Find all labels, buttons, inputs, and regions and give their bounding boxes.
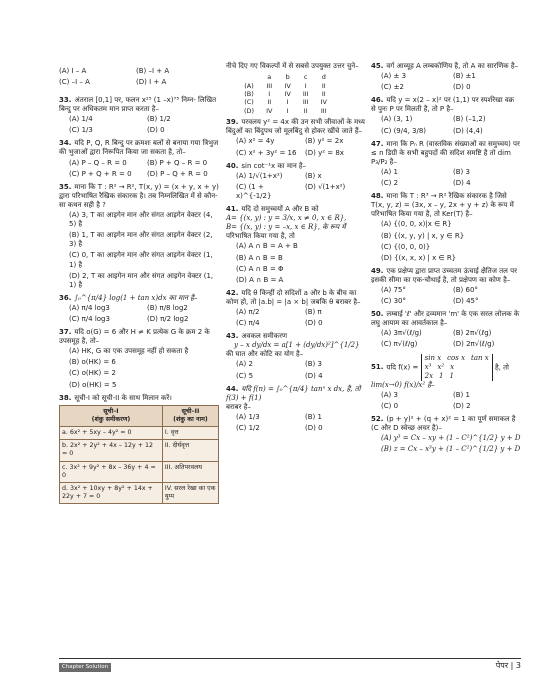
- answer-codes: a b c d (A) III IV I II (B) I IV III II (C) II I III IV (D) IV I II III: [244, 73, 327, 115]
- option: (B) –I + A: [136, 67, 170, 75]
- question-52: 52. (p + y)² + (q + x)² = 1 का पूर्ण समाकल है (C और D स्वेच्छ अचर है)– (A) y³ = Cx – xy + (1 – C²)^{1/2} y + D (B) z = Cx – x³y + (1 – C²)^{1/2} y + D: [371, 415, 521, 454]
- question-37: 37. यदि o(G) = 6 और H ≠ K प्रत्येक G के क्रम 2 के उपसमूह है, तो– (A) HK, G का एक उपसमूह नहीं हो सकता है (B) o(HK) = 6 (C) o(HK) = 2 (D) o(HK) = 5: [59, 328, 210, 389]
- question-35: 35. माना कि T : R² → R², T(x, y) = (x + y, x + y) द्वारा परिभाषित रैखिक संकारक है। तब निम्नलिखित में से कौन-सा कथन सही है ? (A) 3, T का आइगेन मान और संगत आइगेन वेक्टर (4, 5) है (B) 1, T का आइगेन मान और संगत आइगेन वेक्टर (2, 3) है (C) 0, T का आइगेन मान और संगत आइगेन वेक्टर (1, 1) है (D) 2, T का आइगेन मान और संगत आइगेन वेक्टर (1, 1) है: [59, 182, 219, 289]
- question-45: 45. वर्ग आव्यूह A लम्बकोणिय है, तो A का सारणिक है– (A) ± 3 (B) ±1 (C) ±2 (D) 0: [371, 62, 519, 92]
- match-table: सूची–I (शंकु समीकरण) सूची–II (शंकु का नाम) a. 6x² + 5xy – 4y² = 0 I. वृत्त b. 2x² + 2y² + 4x – 12y + 12 = 0 II. दीर्घवृत्त c. 3x² + 9y² + 8x – 36y + 4 = 0 III. अतिपरवलय d. 3x² + 10xy + 8y² + 14x + 22y + 7 = 0 IV. सरल रेखा का एक युग्म: [59, 405, 219, 505]
- question-51: 51. यदि f(x) = sin x cos x tan x x³ x² x 2x 1 1 है, तो lim(x→0) f(x)/x² है– (A) 3 (B) 1 (C) 0 (D) 2: [371, 353, 509, 410]
- question-44: 44. यदि f(n) = ∫₀^{π/4} tanⁿ x dx, है, तो f(3) + f(1) बराबर है– (A) 1/3 (B) 1 (C) 1/2 (D) 0: [226, 384, 361, 432]
- column-2: [226, 62, 370, 660]
- question-43: 43. अवकल समीकरण y – x dy/dx = a[1 + (dy/dx)²]^{1/2} की घात और कोटि का योग है– (A) 2 (B) 3 (C) 5 (D) 4: [226, 332, 360, 380]
- question-39: 39. परवलय y² = 4x की उन सभी जीवाओं के मध्य बिंदुओं का बिंदुपथ जो मूलबिंदु से होकर खींचे जाते हैं– (A) x² = 4y (B) y² = 2x (C) x² + 3y² = 16 (D) y² = 8x: [226, 118, 365, 157]
- question-42: 42. यदि θ किन्हीं दो सदिशों a और b के बीच का कोण हो, तो |a.b| = |a × b| जबकि θ बराबर है– (A) π/2 (B) π (C) π/4 (D) 0: [226, 288, 361, 328]
- page-number: पेपर | 3: [495, 661, 521, 670]
- determinant: sin x cos x tan x x³ x² x 2x 1 1: [421, 354, 493, 381]
- question-36: 36. ∫₀^{π/4} log(1 + tan x)dx का मान है– (A) π/4 log3 (B) π/8 log2 (C) π/4 log3 (D) π/2 log2: [59, 293, 198, 323]
- question-34: 34. यदि P, Q, R बिन्दु पर क्रमशः बलों से बनाया गया त्रिभुज की भुजाओं द्वारा निरूपित किया जा सकता है, तो– (A) P – Q – R = 0 (B) P + Q – R = 0 (C) P + Q + R = 0 (D) P – Q + R = 0: [59, 139, 219, 178]
- column-3: [371, 62, 521, 660]
- publisher-logo: Chapter Solution Booklet: [59, 663, 111, 672]
- table-row: c. 3x² + 9y² + 8x – 36y + 4 = 0 III. अतिपरवलय: [60, 461, 219, 482]
- question-40: 40. sin cot⁻¹x का मान है– (A) 1/√(1+x²) (B) x (C) (1 + x)^{-1/2} (D) √(1+x²): [226, 161, 346, 200]
- column-1: [59, 96, 221, 660]
- page-footer: [59, 658, 521, 679]
- question-48: 48. माना कि T : R³ → R² रैखिक संकारक है जिसे T(x, y, z) = (3x, x – y, 2x + y + z) के रूप में परिभाषित किया गया है, तो Ker(T) है– (A) {(0, 0, x)|x ∈ R} (B) {(x, y, y) | x, y ∈ R} (C) {(0, 0, 0)} (D) {(x, x, x) | x ∈ R}: [371, 192, 514, 262]
- q38-continuation: नीचे दिए गए विकल्पों में से सबसे उपयुक्त उत्तर चुने– a b c d (A) III IV I II (B) I IV III II (C) II I III IV (D) IV I II III: [226, 62, 359, 115]
- option: (C) –I – A: [59, 78, 90, 87]
- question-33: 33. अंतराल [0,1] पर, फलन x²⁵ (1 –x)⁷⁵ निम्न- लिखित बिन्दु पर अधिकतम मान प्राप्त करता है– (A) 1/4 (B) 1/2 (C) 1/3 (D) 0: [59, 96, 217, 135]
- table-row: d. 3x² + 10xy + 8y² + 14x + 22y + 7 = 0 IV. सरल रेखा का एक युग्म: [60, 482, 219, 503]
- table-row: b. 2x² + 2y² + 4x – 12y + 12 = 0 II. दीर्घवृत्त: [60, 440, 219, 461]
- option: (D) I + A: [136, 78, 167, 87]
- table-row: a. 6x² + 5xy – 4y² = 0 I. वृत्त: [60, 427, 219, 440]
- option: (A) I – A: [59, 67, 87, 75]
- question-50: 50. लम्बाई 'ℓ' और द्रव्यमान 'm' के एक सरल लोलक के लघु आयाम का आवर्तकाल है– (A) 3π√(ℓ/g) (B) 2π√(ℓg) (C) π√(ℓ/g) (D) 2π√(ℓ/g): [371, 310, 520, 349]
- question-38: 38. सूची-I को सूची-II के साथ मिलान करें। सूची–I (शंकु समीकरण) सूची–II (शंकु का नाम) a. 6x² + 5xy – 4y² = 0 I. वृत्त b. 2x² + 2y² + 4x – 12y + 12 = 0 II. दीर्घवृत्त c. 3x² + 9y² + 8x – 36y + 4 = 0 III. अतिपरवलय d. 3x² + 10xy + 8y² + 14x + 22y + 7 = 0 IV. सरल रेखा का एक युग्म: [59, 394, 221, 505]
- q32-options: [59, 66, 209, 88]
- question-47: 47. माना कि Pₙ R (वास्तविक संख्याओं का समुच्चय) पर ≤ n डिग्री के सभी बहुपदों की सदिश समष्टि है तो dim P₃/P₂ है– (A) 1 (B) 3 (C) 2 (D) 4: [371, 139, 520, 188]
- question-46: 46. यदि y = x(2 – x)² पर (1,1) पर स्पर्शरेखा वक्र से पुनः P पर मिलती है, तो P है– (A) (3, 1) (B) (–1,2) (C) (9/4, 3/8) (D) (4,4): [371, 96, 515, 135]
- question-41: 41. यदि दो समुच्चयों A और B को A= {(x, y) : y = 3/x, x ≠ 0, x ∈ R}, B= {(x, y) : y = –x, x ∈ R}, के रूप में परिभाषित किया गया है, तो (A) A ∩ B = A + B (B) A ∩ B = B (C) A ∩ B = Φ (D) A ∩ B = A: [226, 205, 347, 284]
- question-49: 49. एक प्रक्षेप्य द्वारा प्राप्त उच्चतम ऊंचाई क्षैतिज तल पर इसकी सीमा का एक-चौथाई है, तो प्रक्षेपण का कोण है– (A) 75° (B) 60° (C) 30° (D) 45°: [371, 266, 517, 306]
